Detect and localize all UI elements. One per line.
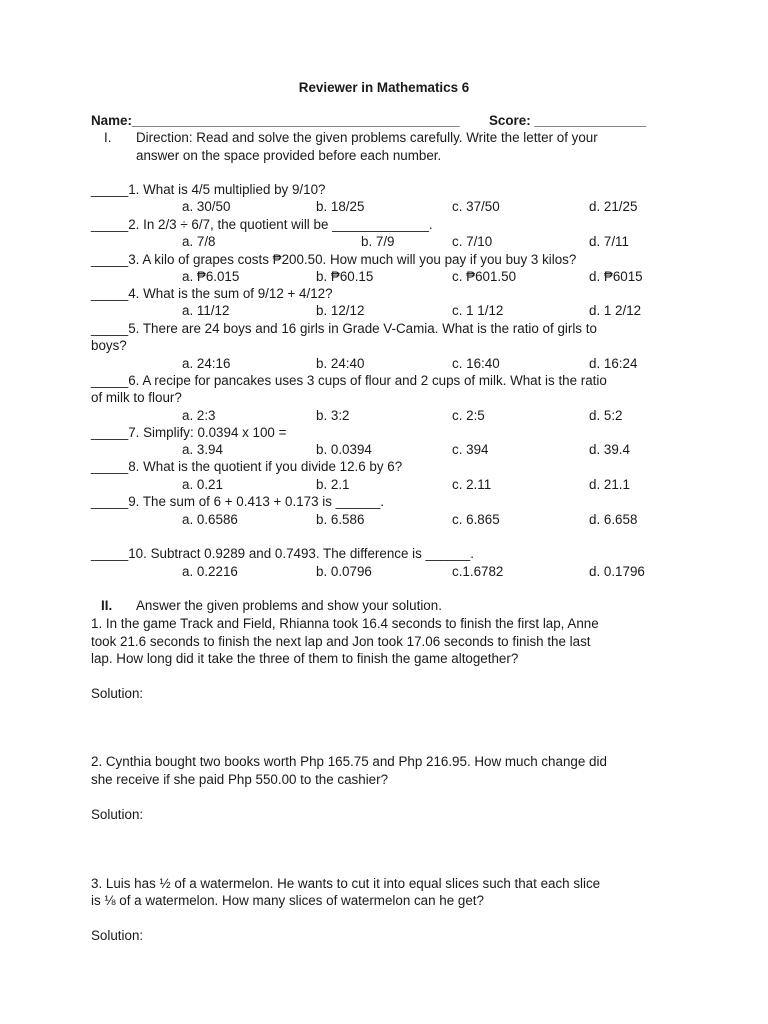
q7-choice-c: c. 394 xyxy=(452,442,489,457)
page-title: Reviewer in Mathematics 6 xyxy=(298,80,470,95)
q6-choice-a: a. 2:3 xyxy=(182,408,216,423)
q4-choice-d: d. 1 2/12 xyxy=(589,303,642,318)
question-4: _____4. What is the sum of 9/12 + 4/12? xyxy=(91,286,333,301)
question-3: _____3. A kilo of grapes costs ₱200.50. How much will you pay if you buy 3 kilos? xyxy=(91,252,577,267)
q3-choice-c: c. ₱601.50 xyxy=(452,269,517,284)
problem-1-solution-label: Solution: xyxy=(91,686,144,701)
question-7: _____7. Simplify: 0.0394 x 100 = xyxy=(91,425,287,440)
q5-choice-b: b. 24:40 xyxy=(316,356,365,371)
question-1: _____1. What is 4/5 multiplied by 9/10? xyxy=(91,182,326,197)
part1-numeral: I. xyxy=(104,130,112,145)
q9-choice-c: c. 6.865 xyxy=(452,512,500,527)
q9-choice-a: a. 0.6586 xyxy=(182,512,238,527)
q6-choice-b: b. 3:2 xyxy=(316,408,350,423)
q1-choice-d: d. 21/25 xyxy=(589,199,638,214)
q1-choice-b: b. 18/25 xyxy=(316,199,365,214)
q6-choice-d: d. 5:2 xyxy=(589,408,623,423)
part2-numeral: II. xyxy=(101,598,113,613)
question-5: _____5. There are 24 boys and 16 girls in Grade V-Camia. What is the ratio of girls to xyxy=(91,321,597,336)
q3-choice-b: b. ₱60.15 xyxy=(316,269,374,284)
q5-choice-c: c. 16:40 xyxy=(452,356,500,371)
problem-1-line2: took 21.6 seconds to finish the next lap and Jon took 17.06 seconds to finish the last xyxy=(91,634,591,649)
question-6-cont: of milk to flour? xyxy=(91,390,182,405)
part1-direction-line2: answer on the space provided before each number. xyxy=(136,148,442,163)
q2-choice-c: c. 7/10 xyxy=(452,234,493,249)
q10-choice-b: b. 0.0796 xyxy=(316,564,372,579)
problem-1-line1: 1. In the game Track and Field, Rhianna took 16.4 seconds to finish the first lap, Anne xyxy=(91,616,599,631)
q6-choice-c: c. 2:5 xyxy=(452,408,485,423)
q5-choice-a: a. 24:16 xyxy=(182,356,231,371)
q7-choice-d: d. 39.4 xyxy=(589,442,630,457)
q10-choice-c: c.1.6782 xyxy=(452,564,504,579)
name-field: Name:____________________________________________ xyxy=(91,113,460,128)
q2-choice-d: d. 7/11 xyxy=(589,234,629,249)
q8-choice-c: c. 2.11 xyxy=(452,477,492,492)
q7-choice-a: a. 3.94 xyxy=(182,442,223,457)
q3-choice-d: d. ₱6015 xyxy=(589,269,643,284)
question-6: _____6. A recipe for pancakes uses 3 cups of flour and 2 cups of milk. What is the ratio xyxy=(91,373,607,388)
q8-choice-a: a. 0.21 xyxy=(182,477,223,492)
part1-direction-line1: Direction: Read and solve the given problems carefully. Write the letter of your xyxy=(136,130,598,145)
q4-choice-c: c. 1 1/12 xyxy=(452,303,504,318)
q4-choice-a: a. 11/12 xyxy=(182,303,230,318)
q8-choice-b: b. 2.1 xyxy=(316,477,350,492)
problem-2-line2: she receive if she paid Php 550.00 to the cashier? xyxy=(91,772,389,787)
q7-choice-b: b. 0.0394 xyxy=(316,442,372,457)
question-5-cont: boys? xyxy=(91,338,127,353)
q10-choice-d: d. 0.1796 xyxy=(589,564,645,579)
q2-choice-b: b. 7/9 xyxy=(361,234,395,249)
q10-choice-a: a. 0.2216 xyxy=(182,564,238,579)
problem-3-line1: 3. Luis has ½ of a watermelon. He wants to cut it into equal slices such that each slice xyxy=(91,876,601,891)
q4-choice-b: b. 12/12 xyxy=(316,303,365,318)
problem-2-line1: 2. Cynthia bought two books worth Php 165.75 and Php 216.95. How much change did xyxy=(91,754,607,769)
q1-choice-a: a. 30/50 xyxy=(182,199,231,214)
problem-3-line2: is ⅛ of a watermelon. How many slices of watermelon can he get? xyxy=(91,893,484,908)
problem-1-line3: lap. How long did it take the three of them to finish the game altogether? xyxy=(91,651,519,666)
q9-choice-b: b. 6.586 xyxy=(316,512,365,527)
question-2: _____2. In 2/3 ÷ 6/7, the quotient will be _____________. xyxy=(91,217,433,232)
part2-instruction: Answer the given problems and show your solution. xyxy=(136,598,442,613)
score-field: Score: _______________ xyxy=(489,113,647,128)
q3-choice-a: a. ₱6.015 xyxy=(182,269,240,284)
q5-choice-d: d. 16:24 xyxy=(589,356,638,371)
question-8: _____8. What is the quotient if you divide 12.6 by 6? xyxy=(91,459,403,474)
problem-3-solution-label: Solution: xyxy=(91,928,144,943)
question-9: _____9. The sum of 6 + 0.413 + 0.173 is ______. xyxy=(91,494,385,509)
problem-2-solution-label: Solution: xyxy=(91,807,144,822)
q8-choice-d: d. 21.1 xyxy=(589,477,630,492)
q9-choice-d: d. 6.658 xyxy=(589,512,638,527)
question-10: _____10. Subtract 0.9289 and 0.7493. The difference is ______. xyxy=(91,546,474,561)
q2-choice-a: a. 7/8 xyxy=(182,234,216,249)
q1-choice-c: c. 37/50 xyxy=(452,199,500,214)
